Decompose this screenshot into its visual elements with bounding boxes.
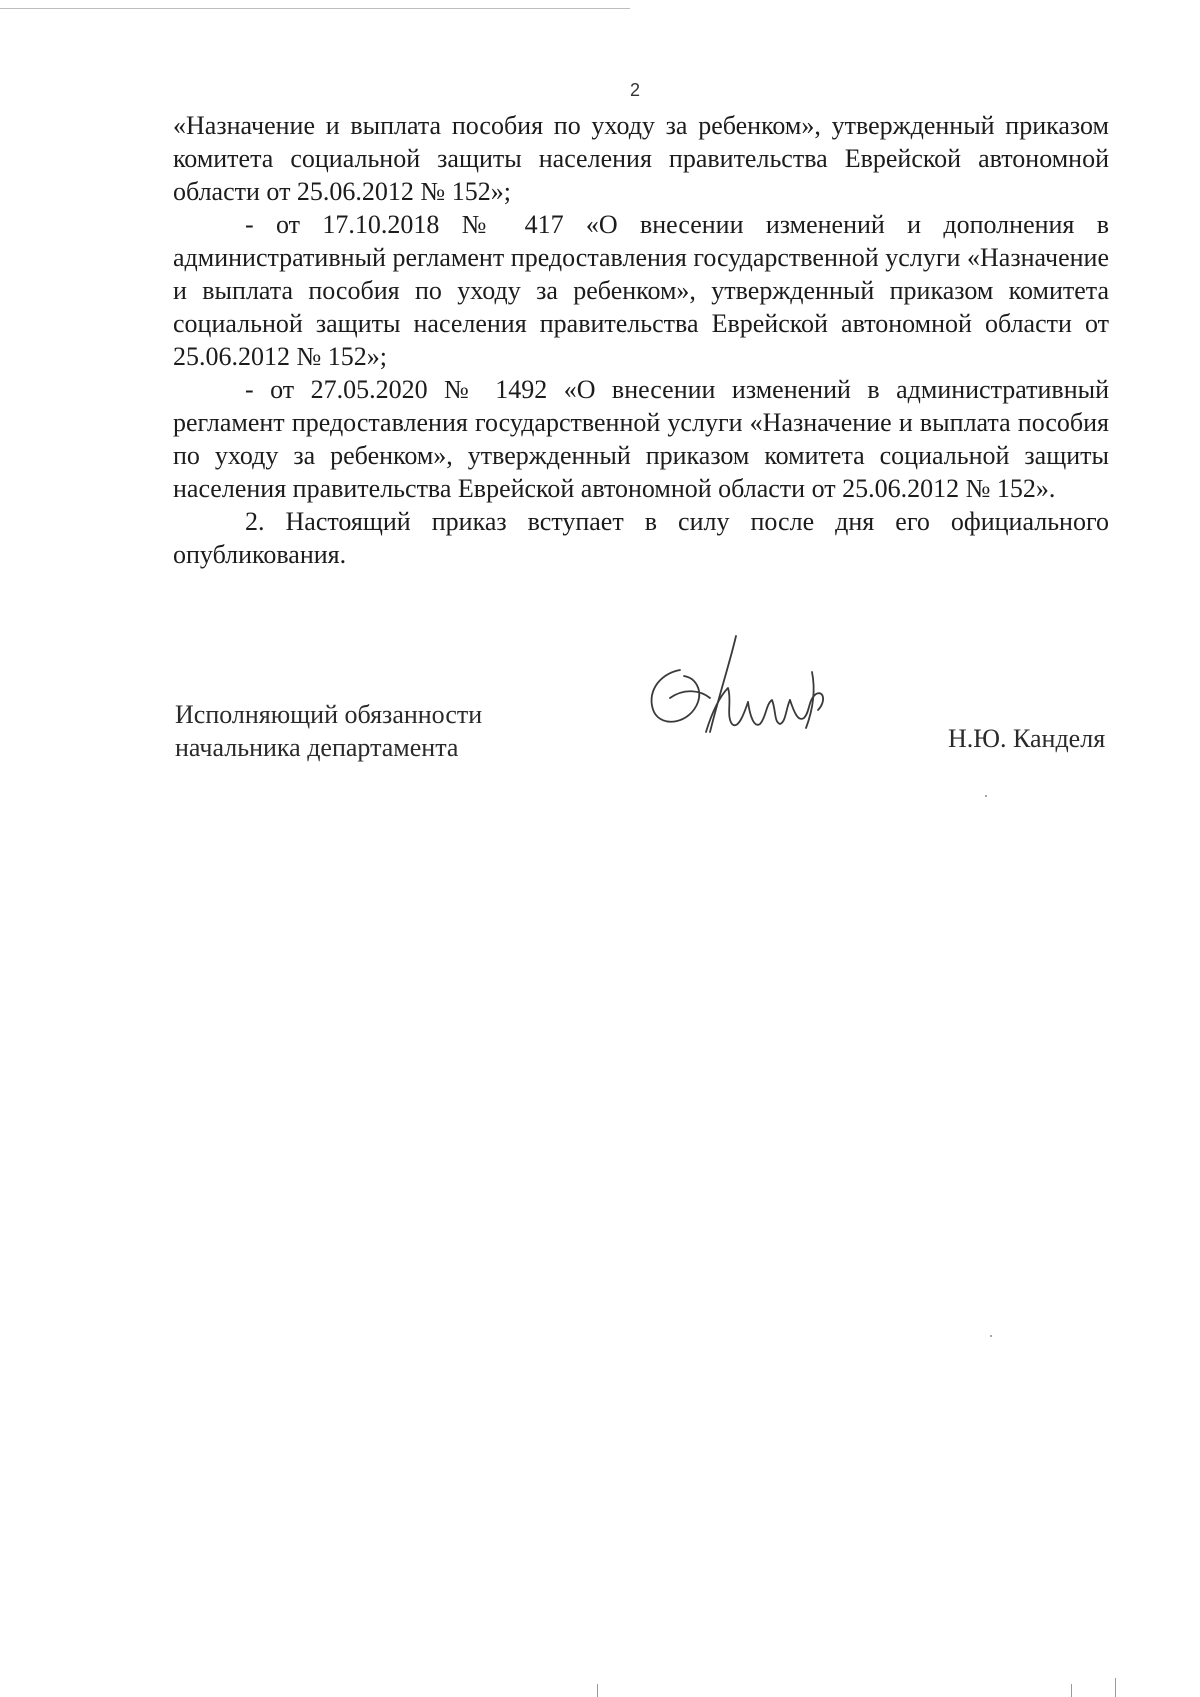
scan-edge-line (0, 8, 630, 9)
scan-speck (990, 1335, 992, 1337)
paragraph-amendment-2020: - от 27.05.2020 № 1492 «О внесении изменений в административный регламент предоставления государственной услуги «Назначение и выплата пособия по уходу за ребенком», утвержденный приказом комитета социальной защиты населения правительства Еврейской автономной области от 25.06.2012 № 152». (173, 375, 1109, 503)
signatory-position (175, 698, 482, 764)
signatory-position-line2: начальника департамента (175, 733, 459, 762)
document-body (173, 109, 1109, 571)
signatory-name: Н.Ю. Канделя (948, 724, 1106, 753)
scan-edge-mark (1115, 1678, 1116, 1697)
scan-speck (985, 795, 987, 797)
paragraph-effective-date: 2. Настоящий приказ вступает в силу после дня его официального опубликования. (173, 507, 1109, 569)
paragraph-continuation: «Назначение и выплата пособия по уходу за ребенком», утвержденный приказом комитета социальной защиты населения правительства Еврейской автономной области от 25.06.2012 № 152»; (173, 111, 1109, 206)
scan-edge-mark (1071, 1684, 1072, 1697)
paragraph-amendment-2018: - от 17.10.2018 № 417 «О внесении изменений и дополнения в административный регламент предоставления государственной услуги «Назначение и выплата пособия по уходу за ребенком», утвержденный приказом комитета социальной защиты населения правительства Еврейской автономной области от 25.06.2012 № 152»; (173, 210, 1109, 371)
page-number: 2 (629, 80, 640, 100)
handwritten-signature (640, 632, 840, 757)
signatory-position-line1: Исполняющий обязанности (175, 700, 483, 729)
scan-edge-mark (597, 1684, 598, 1697)
